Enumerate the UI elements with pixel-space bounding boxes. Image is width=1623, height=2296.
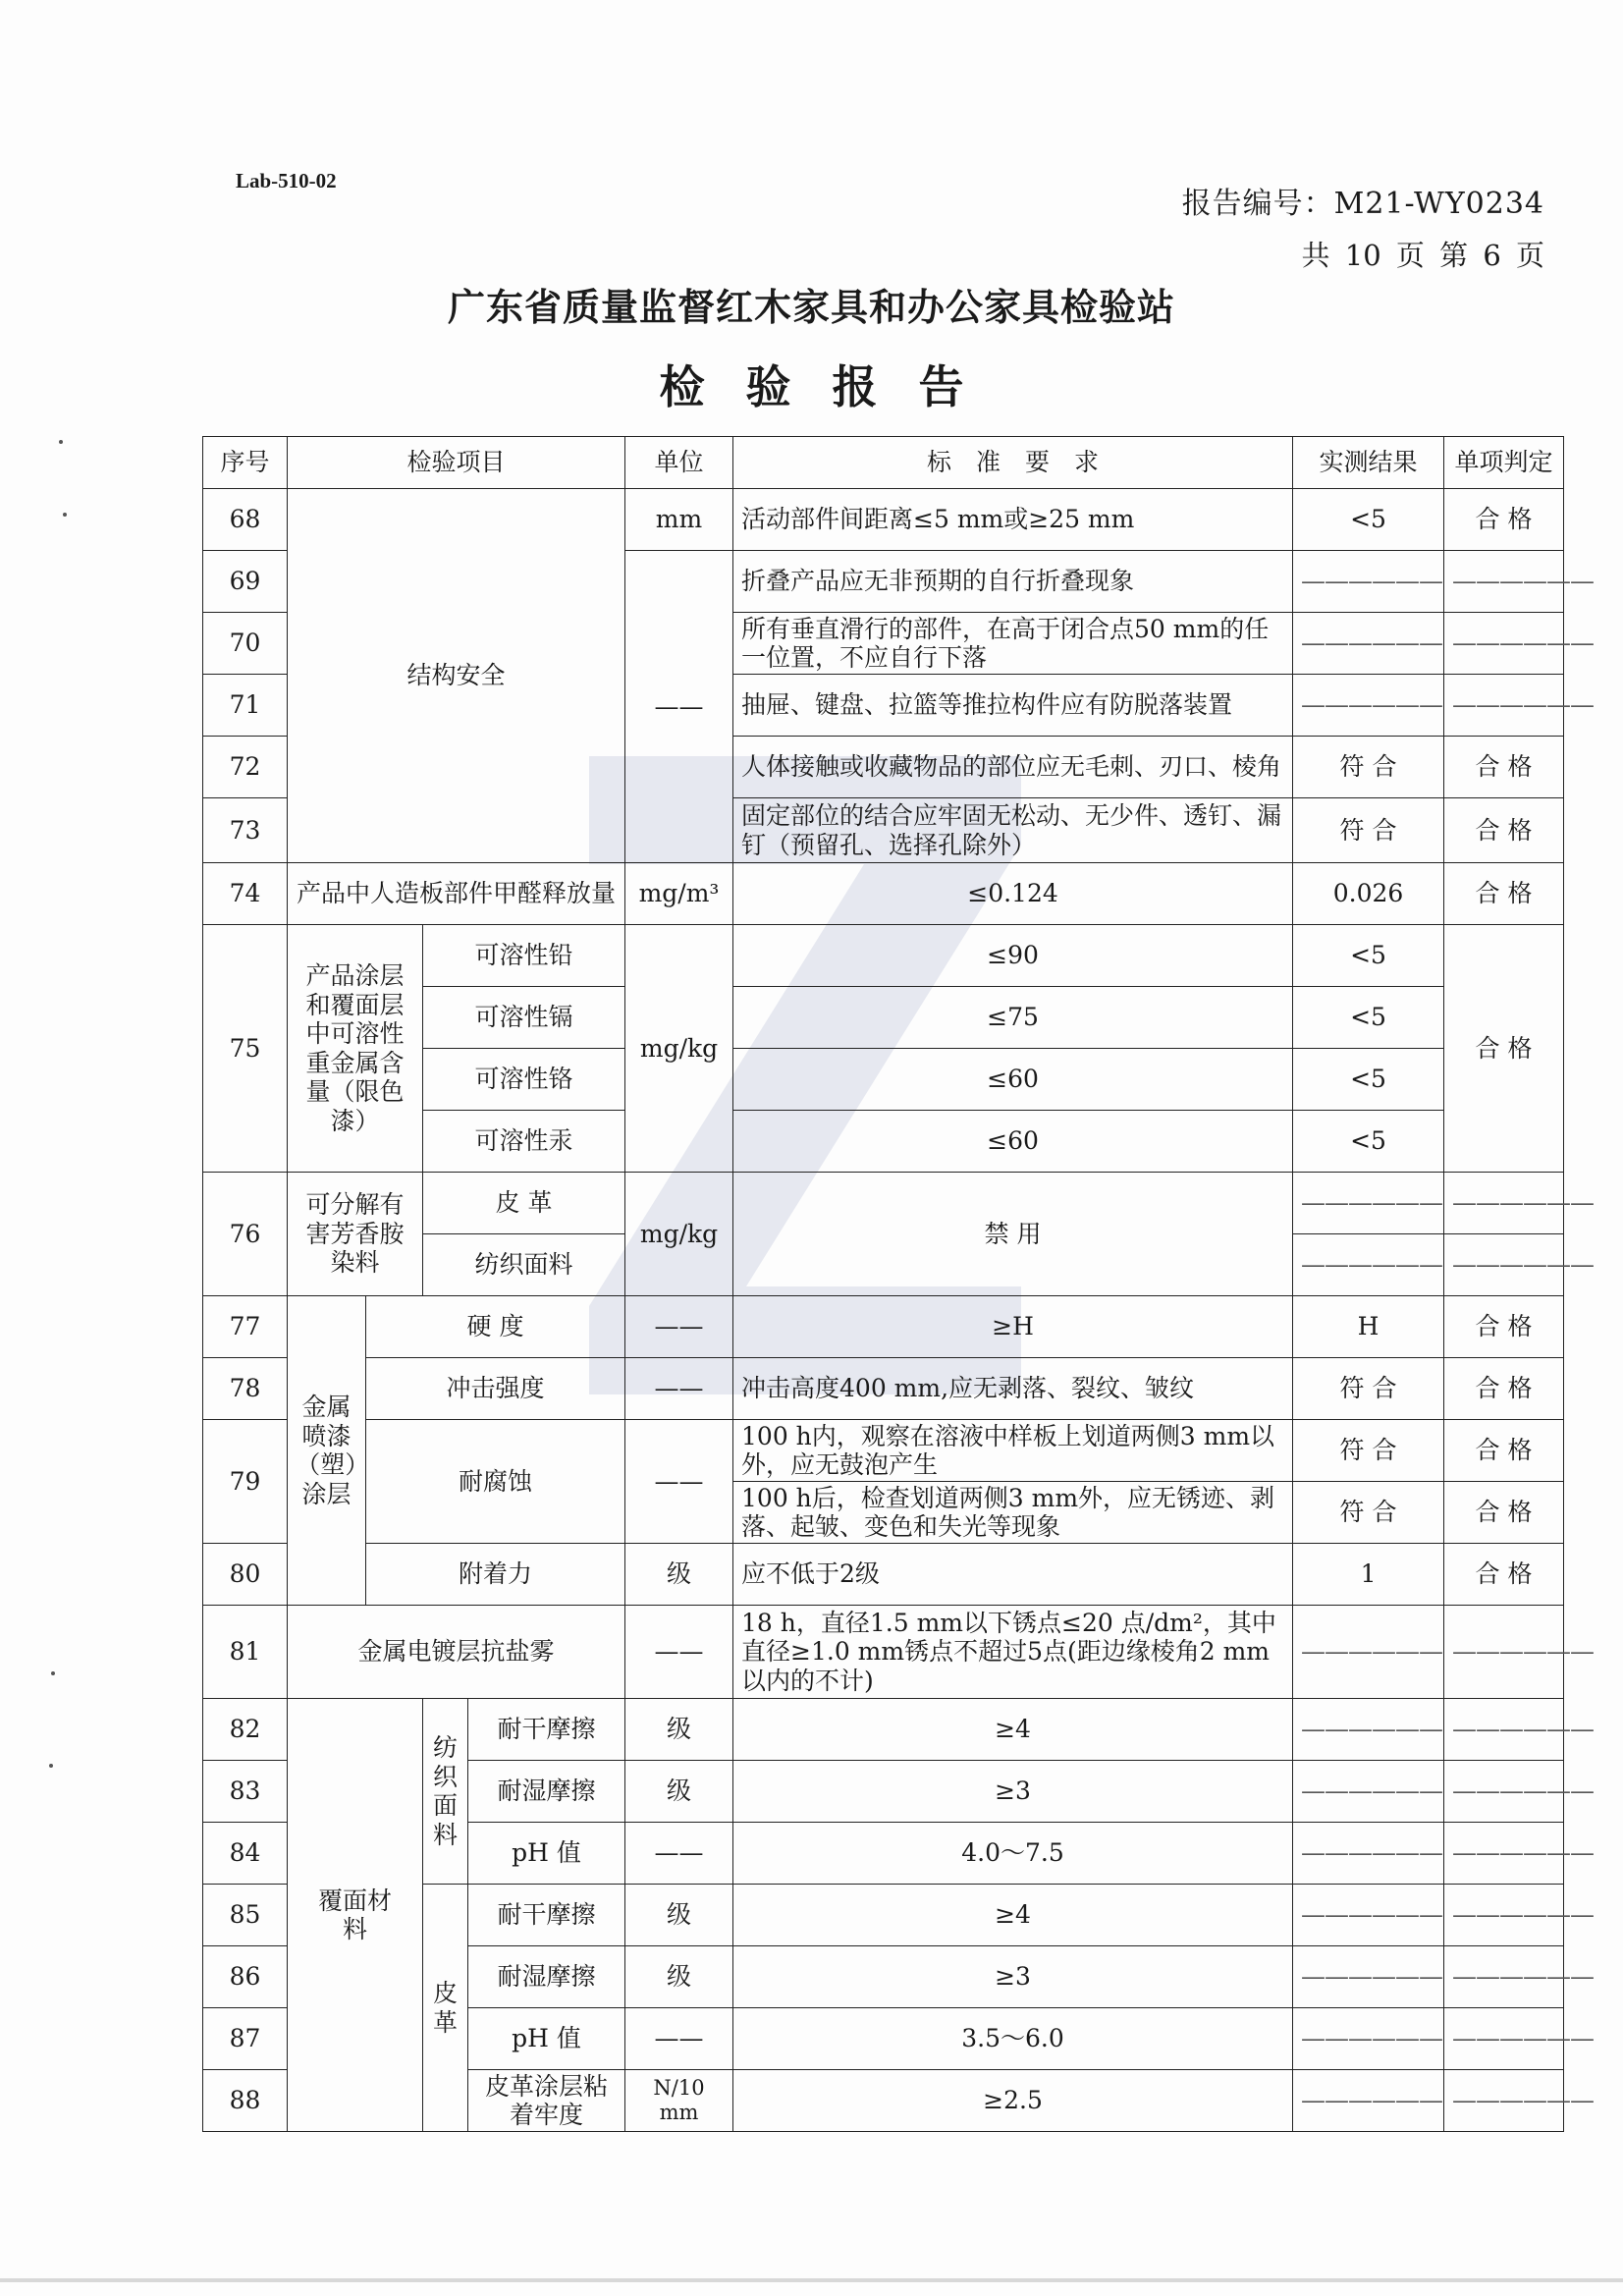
unit-cell: N/10 mm xyxy=(625,2070,733,2132)
item-cell: 可溶性铅 xyxy=(423,925,625,987)
judgment-cell: —————— xyxy=(1444,2008,1564,2070)
inspection-table xyxy=(202,436,1595,2132)
judgment-cell: 合 格 xyxy=(1444,1482,1564,1544)
item-cell: 纺织面料 xyxy=(423,1234,625,1296)
requirement-cell: ≥4 xyxy=(733,1699,1293,1761)
unit-cell: 级 xyxy=(625,1761,733,1823)
group-metal-coating: 金属喷漆（塑）涂层 xyxy=(288,1296,366,1606)
result-cell: 0.026 xyxy=(1293,863,1444,925)
table-row xyxy=(203,1296,1564,1358)
requirement-cell: 折叠产品应无非预期的自行折叠现象 xyxy=(733,551,1293,613)
table-row xyxy=(203,1358,1564,1420)
unit-cell: mm xyxy=(625,489,733,551)
table-row xyxy=(203,489,1564,551)
result-cell: —————— xyxy=(1293,2070,1444,2132)
table-row xyxy=(203,1173,1564,1234)
unit-cell: mg/m³ xyxy=(625,863,733,925)
requirement-cell: 抽屉、键盘、拉篮等推拉构件应有防脱落装置 xyxy=(733,675,1293,737)
group-structural-safety: 结构安全 xyxy=(288,489,625,863)
judgment-cell: —————— xyxy=(1444,1234,1564,1296)
row-no: 87 xyxy=(203,2008,288,2070)
table-row xyxy=(203,1699,1564,1761)
result-cell: 符 合 xyxy=(1293,798,1444,863)
row-no: 78 xyxy=(203,1358,288,1420)
requirement-cell: 冲击高度400 mm,应无剥落、裂纹、皱纹 xyxy=(733,1358,1293,1420)
unit-cell: —— xyxy=(625,1420,733,1544)
col-header-requirement: 标 准 要 求 xyxy=(733,437,1293,489)
result-cell: —————— xyxy=(1293,1699,1444,1761)
row-no: 83 xyxy=(203,1761,288,1823)
row-no: 69 xyxy=(203,551,288,613)
item-cell: 附着力 xyxy=(366,1544,625,1606)
row-no: 73 xyxy=(203,798,288,863)
result-cell: —————— xyxy=(1293,1885,1444,1946)
col-header-item: 检验项目 xyxy=(288,437,625,489)
result-cell: —————— xyxy=(1293,1234,1444,1296)
requirement-cell: 3.5～6.0 xyxy=(733,2008,1293,2070)
requirement-cell: 固定部位的结合应牢固无松动、无少件、透钉、漏钉（预留孔、选择孔除外） xyxy=(733,798,1293,863)
requirement-cell: ≤75 xyxy=(733,987,1293,1049)
table-row xyxy=(203,925,1564,987)
group-cover-material: 覆面材料 xyxy=(288,1699,423,2132)
judgment-cell: 合 格 xyxy=(1444,1358,1564,1420)
requirement-cell: 100 h内，观察在溶液中样板上划道两侧3 mm以外，应无鼓泡产生 xyxy=(733,1420,1293,1482)
requirement-cell: ≤60 xyxy=(733,1111,1293,1173)
table-row xyxy=(203,1606,1564,1699)
judgment-cell: —————— xyxy=(1444,1699,1564,1761)
result-cell: <5 xyxy=(1293,1049,1444,1111)
row-no: 74 xyxy=(203,863,288,925)
scan-speck xyxy=(49,1764,53,1768)
row-no: 84 xyxy=(203,1823,288,1885)
judgment-cell: —————— xyxy=(1444,551,1564,613)
item-cell: 硬 度 xyxy=(366,1296,625,1358)
item-cell: 耐湿摩擦 xyxy=(468,1946,625,2008)
scan-speck xyxy=(51,1671,55,1675)
judgment-cell: 合 格 xyxy=(1444,1296,1564,1358)
judgment-cell: —————— xyxy=(1444,613,1564,675)
requirement-cell: 所有垂直滑行的部件，在高于闭合点50 mm的任一位置，不应自行下落 xyxy=(733,613,1293,675)
row-no: 70 xyxy=(203,613,288,675)
unit-cell: —— xyxy=(625,2008,733,2070)
result-cell: 符 合 xyxy=(1293,1420,1444,1482)
row-no: 85 xyxy=(203,1885,288,1946)
item-cell: 耐湿摩擦 xyxy=(468,1761,625,1823)
judgment-cell: —————— xyxy=(1444,2070,1564,2132)
judgment-cell: —————— xyxy=(1444,1761,1564,1823)
col-header-result: 实测结果 xyxy=(1293,437,1444,489)
judgment-cell: —————— xyxy=(1444,1885,1564,1946)
table-header-row xyxy=(203,437,1564,489)
row-no: 71 xyxy=(203,675,288,737)
table-row xyxy=(203,1544,1564,1606)
item-cell: 产品中人造板部件甲醛释放量 xyxy=(288,863,625,925)
judgment-cell: —————— xyxy=(1444,1946,1564,2008)
requirement-cell: 人体接触或收藏物品的部位应无毛刺、刃口、棱角 xyxy=(733,737,1293,798)
result-cell: H xyxy=(1293,1296,1444,1358)
unit-cell: 级 xyxy=(625,1699,733,1761)
row-no: 81 xyxy=(203,1606,288,1699)
row-no: 86 xyxy=(203,1946,288,2008)
item-cell: 可溶性汞 xyxy=(423,1111,625,1173)
scan-speck xyxy=(59,440,63,444)
requirement-cell: 禁 用 xyxy=(733,1173,1293,1296)
item-cell: 皮革涂层粘着牢度 xyxy=(468,2070,625,2132)
group-aromatic-amine: 可分解有害芳香胺染料 xyxy=(288,1173,423,1296)
requirement-cell: 活动部件间距离≤5 mm或≥25 mm xyxy=(733,489,1293,551)
unit-cell: 级 xyxy=(625,1946,733,2008)
row-no: 76 xyxy=(203,1173,288,1296)
requirement-cell: 100 h后，检查划道两侧3 mm外，应无锈迹、剥落、起皱、变色和失光等现象 xyxy=(733,1482,1293,1544)
result-cell: —————— xyxy=(1293,551,1444,613)
item-cell: pH 值 xyxy=(468,1823,625,1885)
row-no: 80 xyxy=(203,1544,288,1606)
scan-speck xyxy=(63,513,67,517)
result-cell: —————— xyxy=(1293,613,1444,675)
result-cell: <5 xyxy=(1293,987,1444,1049)
group-leather: 皮革 xyxy=(423,1885,468,2132)
judgment-cell: 合 格 xyxy=(1444,1420,1564,1482)
judgment-cell: 合 格 xyxy=(1444,489,1564,551)
requirement-cell: ≤0.124 xyxy=(733,863,1293,925)
page-count: 共 10 页 第 6 页 xyxy=(1301,239,1544,272)
requirement-cell: ≥3 xyxy=(733,1761,1293,1823)
result-cell: —————— xyxy=(1293,1606,1444,1699)
judgment-cell: 合 格 xyxy=(1444,925,1564,1173)
group-heavy-metal: 产品涂层和覆面层中可溶性重金属含量（限色漆） xyxy=(288,925,423,1173)
row-no: 79 xyxy=(203,1420,288,1544)
result-cell: <5 xyxy=(1293,925,1444,987)
report-title: 检验报告 xyxy=(659,360,1005,413)
item-cell: 耐干摩擦 xyxy=(468,1699,625,1761)
requirement-cell: 18 h，直径1.5 mm以下锈点≤20 点/dm²，其中直径≥1.0 mm锈点不超过5点(距边缘棱角2 mm以内的不计) xyxy=(733,1606,1293,1699)
col-header-unit: 单位 xyxy=(625,437,733,489)
row-no: 82 xyxy=(203,1699,288,1761)
judgment-cell: 合 格 xyxy=(1444,737,1564,798)
unit-cell: —— xyxy=(625,1358,733,1420)
result-cell: —————— xyxy=(1293,675,1444,737)
unit-cell: —— xyxy=(625,1823,733,1885)
requirement-cell: ≥H xyxy=(733,1296,1293,1358)
unit-cell: 级 xyxy=(625,1544,733,1606)
result-cell: —————— xyxy=(1293,1823,1444,1885)
row-no: 75 xyxy=(203,925,288,1173)
requirement-cell: ≥3 xyxy=(733,1946,1293,2008)
item-cell: pH 值 xyxy=(468,2008,625,2070)
row-no: 88 xyxy=(203,2070,288,2132)
item-cell: 皮 革 xyxy=(423,1173,625,1234)
judgment-cell: —————— xyxy=(1444,1606,1564,1699)
table-row xyxy=(203,1420,1564,1482)
result-cell: 符 合 xyxy=(1293,1482,1444,1544)
col-header-no: 序号 xyxy=(203,437,288,489)
row-no: 77 xyxy=(203,1296,288,1358)
result-cell: <5 xyxy=(1293,489,1444,551)
unit-cell: —— xyxy=(625,1606,733,1699)
unit-cell: —— xyxy=(625,551,733,863)
result-cell: <5 xyxy=(1293,1111,1444,1173)
page-edge xyxy=(0,2278,1623,2282)
unit-cell: mg/kg xyxy=(625,1173,733,1296)
judgment-cell: 合 格 xyxy=(1444,863,1564,925)
judgment-cell: —————— xyxy=(1444,1823,1564,1885)
row-no: 72 xyxy=(203,737,288,798)
organization-name: 广东省质量监督红木家具和办公家具检验站 xyxy=(447,286,1175,329)
result-cell: 符 合 xyxy=(1293,737,1444,798)
judgment-cell: 合 格 xyxy=(1444,1544,1564,1606)
unit-cell: mg/kg xyxy=(625,925,733,1173)
result-cell: —————— xyxy=(1293,1946,1444,2008)
requirement-cell: 应不低于2级 xyxy=(733,1544,1293,1606)
result-cell: 符 合 xyxy=(1293,1358,1444,1420)
unit-cell: 级 xyxy=(625,1885,733,1946)
table-row xyxy=(203,863,1564,925)
item-cell: 耐干摩擦 xyxy=(468,1885,625,1946)
requirement-cell: ≤60 xyxy=(733,1049,1293,1111)
row-no: 68 xyxy=(203,489,288,551)
unit-cell: —— xyxy=(625,1296,733,1358)
requirement-cell: ≥2.5 xyxy=(733,2070,1293,2132)
lab-code: Lab-510-02 xyxy=(236,169,337,192)
result-cell: —————— xyxy=(1293,1761,1444,1823)
col-header-judgment: 单项判定 xyxy=(1444,437,1564,489)
judgment-cell: —————— xyxy=(1444,1173,1564,1234)
judgment-cell: —————— xyxy=(1444,675,1564,737)
group-textile: 纺织面料 xyxy=(423,1699,468,1885)
result-cell: 1 xyxy=(1293,1544,1444,1606)
requirement-cell: 4.0～7.5 xyxy=(733,1823,1293,1885)
judgment-cell: 合 格 xyxy=(1444,798,1564,863)
item-cell: 耐腐蚀 xyxy=(366,1420,625,1544)
item-cell: 可溶性铬 xyxy=(423,1049,625,1111)
result-cell: —————— xyxy=(1293,2008,1444,2070)
requirement-cell: ≥4 xyxy=(733,1885,1293,1946)
report-number: 报告编号：M21-WY0234 xyxy=(1181,187,1544,221)
item-cell: 金属电镀层抗盐雾 xyxy=(288,1606,625,1699)
result-cell: —————— xyxy=(1293,1173,1444,1234)
item-cell: 冲击强度 xyxy=(366,1358,625,1420)
requirement-cell: ≤90 xyxy=(733,925,1293,987)
item-cell: 可溶性镉 xyxy=(423,987,625,1049)
